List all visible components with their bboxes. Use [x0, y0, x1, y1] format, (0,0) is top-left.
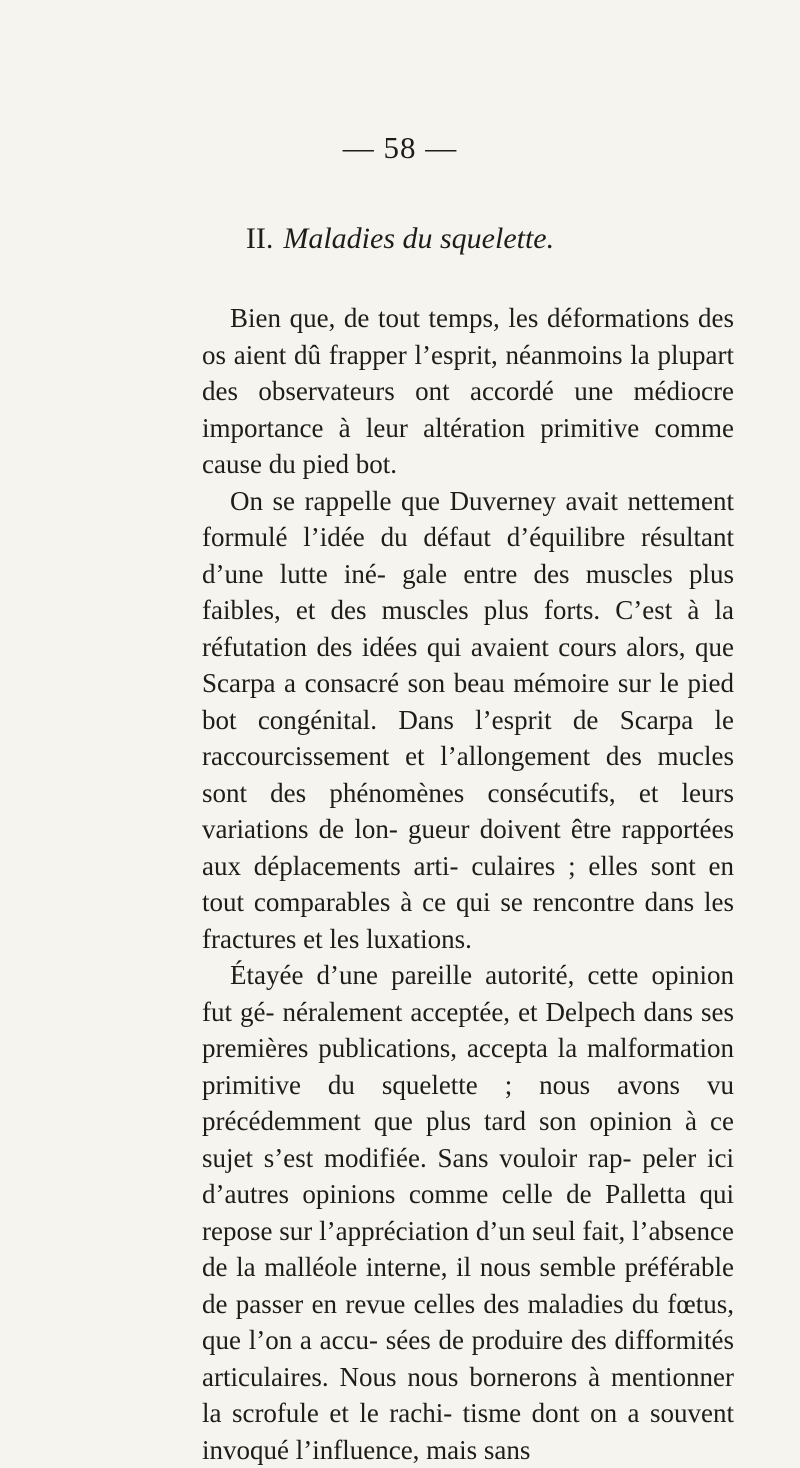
- paragraph-3: Étayée d’une pareille autorité, cette opinion fut gé- néralement acceptée, et Delpech dans ses premières publications, accepta la malformation primitive du squelette ; nous avons vu précédemment que plus tard son opinion à ce sujet s’est modifiée. Sans vouloir rap- peler ici d’autres opinions comme celle de Palletta qui repose sur l’appréciation d’un seul fait, l’absence de la malléole interne, il nous semble préférable de passer en revue celles des maladies du fœtus, que l’on a accu- sées de produire des difformités articulaires. Nous nous bornerons à mentionner la scrofule et le rachi- tisme dont on a souvent invoqué l’influence, mais sans: [202, 960, 734, 1465]
- body-text: [202, 300, 734, 1468]
- section-heading: [0, 222, 800, 256]
- paragraph-2: On se rappelle que Duverney avait nettement formulé l’idée du défaut d’équilibre résultant d’une lutte iné- gale entre des muscles plus faibles, et des muscles plus forts. C’est à la réfutation des idées qui avaient cours alors, que Scarpa a consacré son beau mémoire sur le pied bot congénital. Dans l’esprit de Scarpa le raccourcissement et l’allongement des mucles sont des phénomènes consécutifs, et leurs variations de lon- gueur doivent être rapportées aux déplacements arti- culaires ; elles sont en tout comparables à ce qui se rencontre dans les fractures et les luxations.: [202, 485, 734, 954]
- page-number: — 58 —: [342, 130, 458, 165]
- paragraph-1: Bien que, de tout temps, les déformations des os aient dû frapper l’esprit, néanmoins la plupart des observateurs ont accordé une médiocre importance à leur altération primitive comme cause du pied bot.: [202, 303, 734, 479]
- section-title: Maladies du squelette.: [283, 222, 555, 255]
- section-number: II.: [245, 222, 274, 255]
